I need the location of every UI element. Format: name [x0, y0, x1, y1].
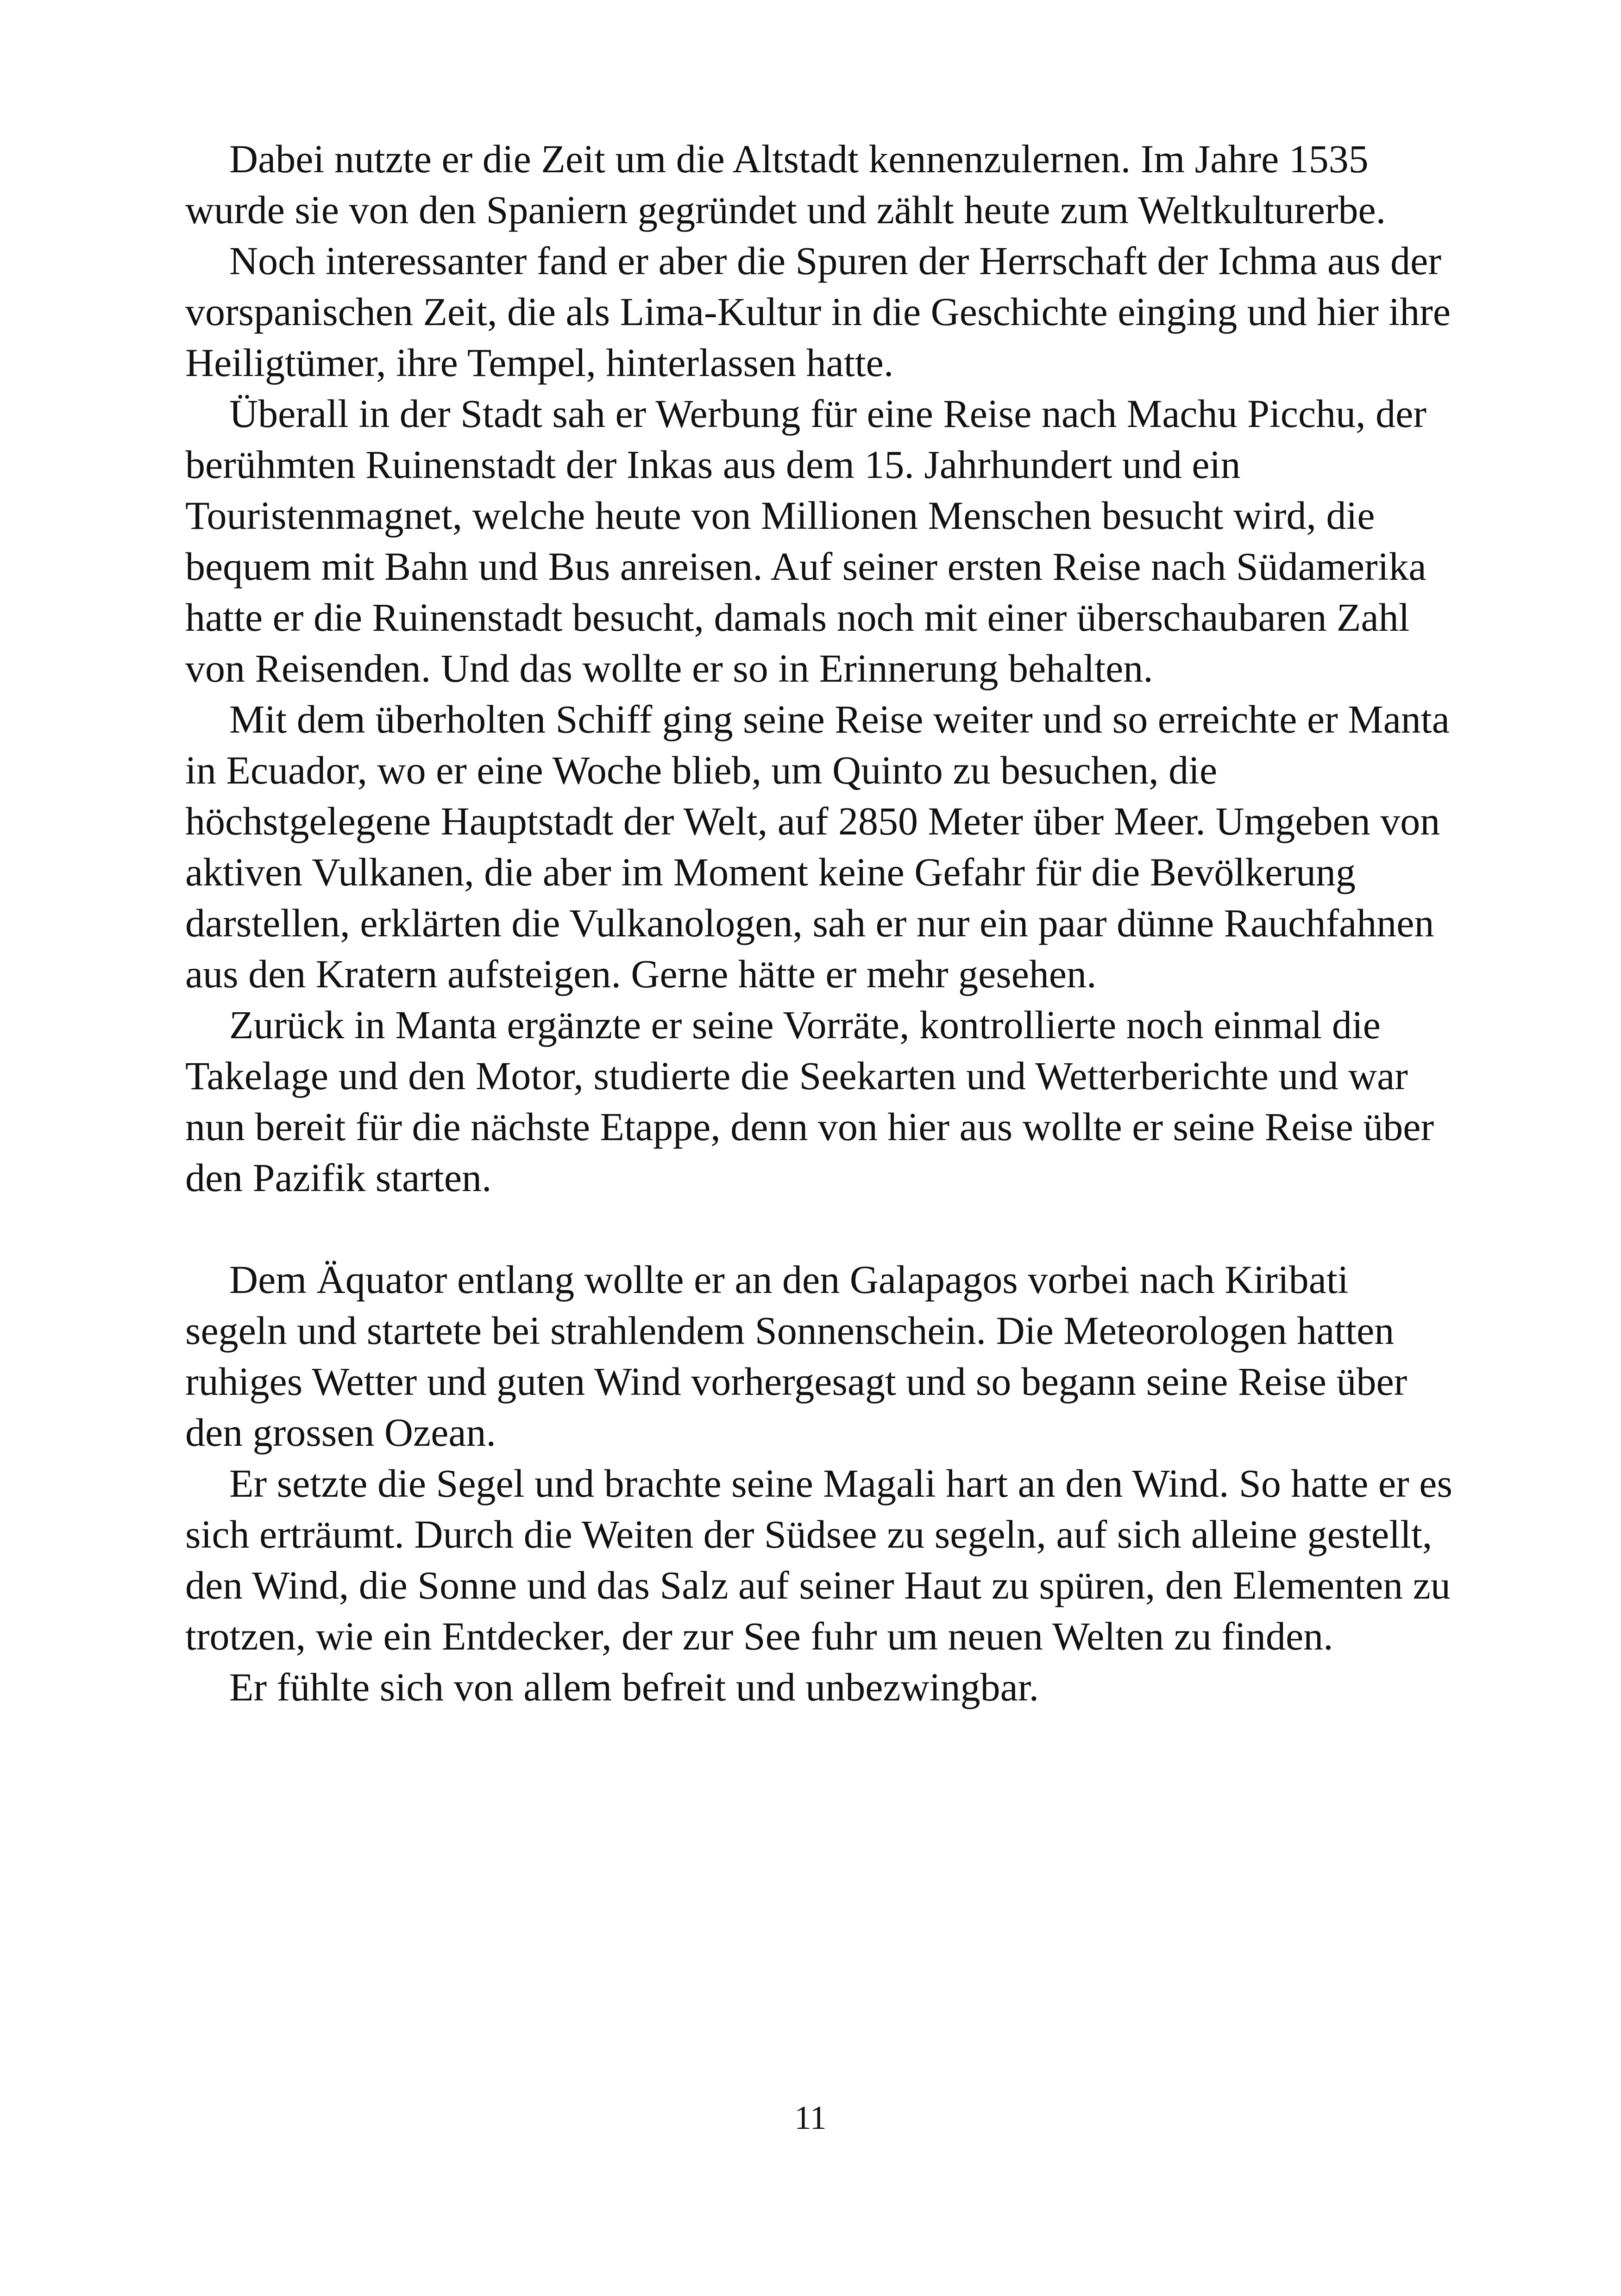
paragraph: Dem Äquator entlang wollte er an den Galapagos vorbei nach Kiribati segeln und startete bei strahlendem Sonnenschein. Die Meteorologen hatten ruhiges Wetter und guten Wind vorhergesagt und so begann seine Reise über den grossen Ozean.: [185, 1257, 1407, 1455]
section-break: [185, 1203, 1457, 1254]
paragraph: Er setzte die Segel und brachte seine Magali hart an den Wind. So hatte er es sich erträumt. Durch die Weiten der Südsee zu segeln, auf sich alleine gestellt, den Wind, die Sonne und das Salz auf seiner Haut zu spüren, den Elementen zu trotzen, wie ein Entdecker, der zur See fuhr um neuen Welten zu finden.: [185, 1461, 1452, 1658]
paragraph: Er fühlte sich von allem befreit und unbezwingbar.: [229, 1665, 1039, 1709]
body-text: [185, 133, 1457, 1713]
page-number: 11: [794, 2099, 827, 2136]
paragraph: Noch interessanter fand er aber die Spuren der Herrschaft der Ichma aus der vorspanischen Zeit, die als Lima-Kultur in die Geschichte einging und hier ihre Heiligtümer, ihre Tempel, hinterlassen hatte.: [185, 238, 1451, 385]
paragraph: Überall in der Stadt sah er Werbung für eine Reise nach Machu Picchu, der berühmten Ruinenstadt der Inkas aus dem 15. Jahrhundert und ein Touristenmagnet, welche heute von Millionen Menschen besucht wird, die bequem mit Bahn und Bus anreisen. Auf seiner ersten Reise nach Südamerika hatte er die Ruinenstadt besucht, damals noch mit einer überschaubaren Zahl von Reisenden. Und das wollte er so in Erinnerung behalten.: [185, 391, 1426, 690]
paragraph: Mit dem überholten Schiff ging seine Reise weiter und so erreichte er Manta in Ecuador, wo er eine Woche blieb, um Quinto zu besuchen, die höchstgelegene Hauptstadt der Welt, auf 2850 Meter über Meer. Umgeben von aktiven Vulkanen, die aber im Moment keine Gefahr für die Bevölkerung darstellen, erklärten die Vulkanologen, sah er nur ein paar dünne Rauchfahnen aus den Kratern aufsteigen. Gerne hätte er mehr gesehen.: [185, 697, 1450, 996]
paragraph: Dabei nutzte er die Zeit um die Altstadt kennenzulernen. Im Jahre 1535 wurde sie von den Spaniern gegründet und zählt heute zum Weltkulturerbe.: [185, 137, 1386, 232]
paragraph: Zurück in Manta ergänzte er seine Vorräte, kontrollierte noch einmal die Takelage und den Motor, studierte die Seekarten und Wetterberichte und war nun bereit für die nächste Etappe, denn von hier aus wollte er seine Reise über den Pazifik starten.: [185, 1003, 1434, 1200]
